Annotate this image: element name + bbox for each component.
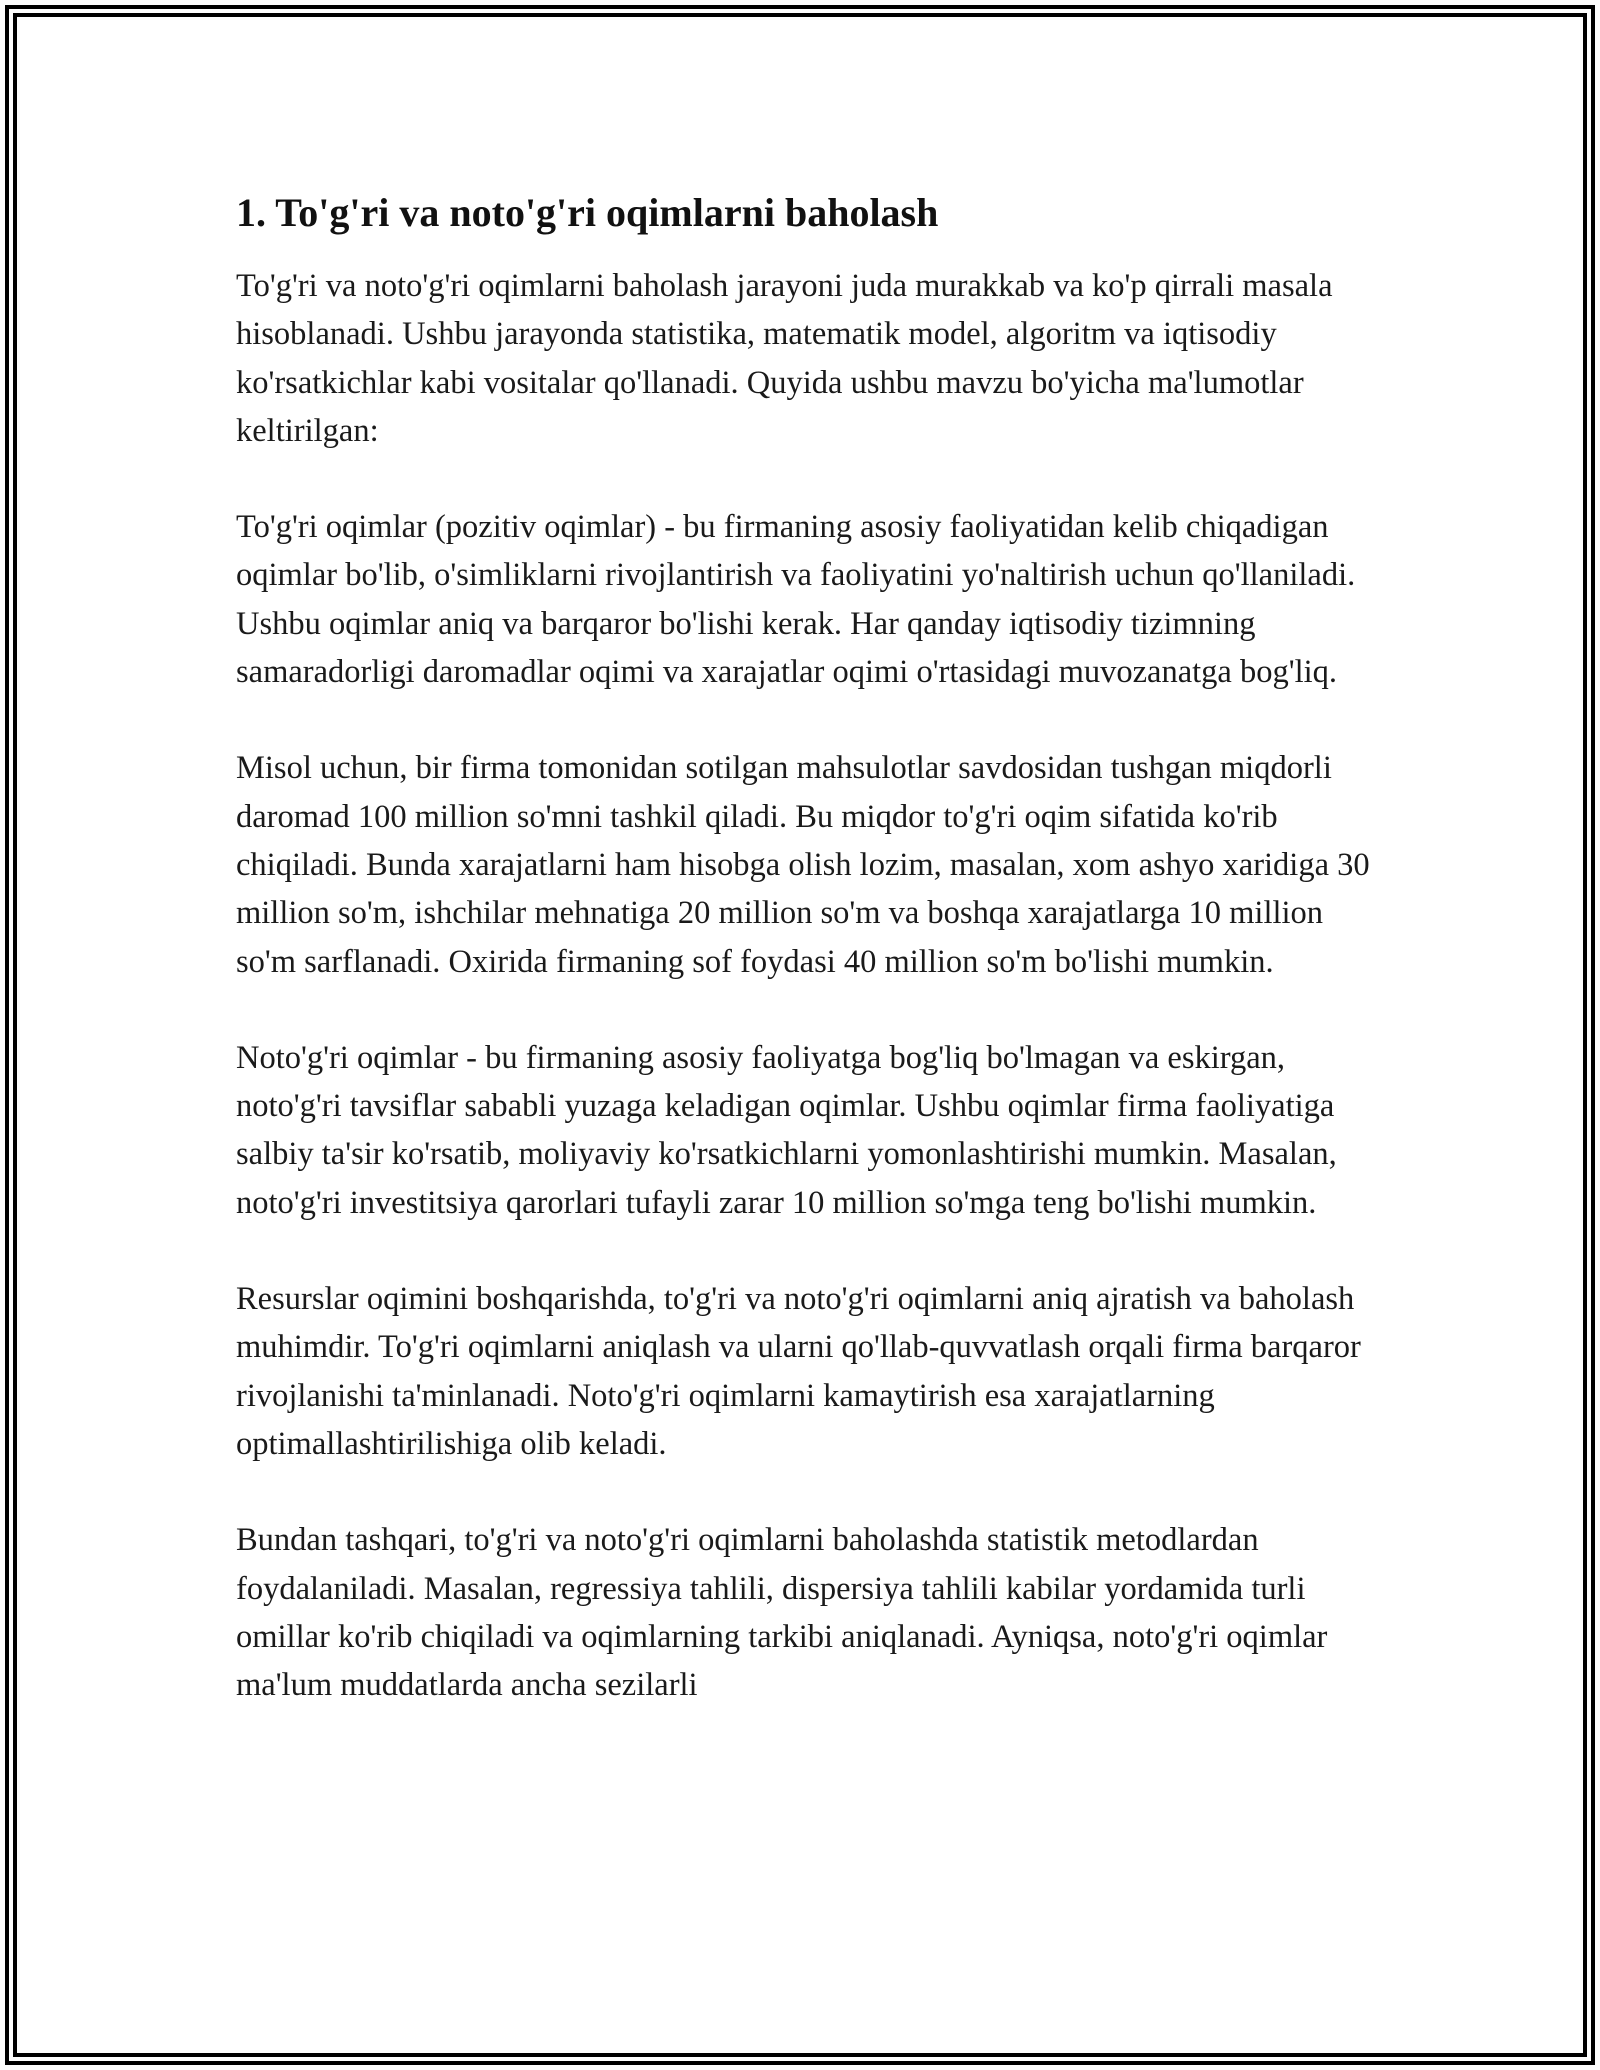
paragraph-resource-management: Resurslar oqimini boshqarishda, to'g'ri va noto'g'ri oqimlarni aniq ajratish va baholash muhimdir. To'g'ri oqimlarni aniqlash va ularni qo'llab-quvvatlash orqali firma barqaror rivojlanishi ta'minlanadi. Noto'g'ri oqimlarni kamaytirish esa xarajatlarning optimallashtirilishiga olib keladi. xyxy=(236,1281,1361,1462)
paragraph-intro: To'g'ri va noto'g'ri oqimlarni baholash jarayoni juda murakkab va ko'p qirrali masala hisoblanadi. Ushbu jarayonda statistika, matematik model, algoritm va iqtisodiy ko'rsatkichlar kabi vositalar qo'llanadi. Quyida ushbu mavzu bo'yicha ma'lumotlar keltirilgan: xyxy=(236,268,1333,449)
document-body xyxy=(236,184,1376,1757)
paragraph-positive-flows: To'g'ri oqimlar (pozitiv oqimlar) - bu firmaning asosiy faoliyatidan kelib chiqadigan oqimlar bo'lib, o'simliklarni rivojlantirish va faoliyatini yo'naltirish uchun qo'llaniladi. Ushbu oqimlar aniq va barqaror bo'lishi kerak. Har qanday iqtisodiy tizimning samaradorligi daromadlar oqimi va xarajatlar oqimi o'rtasidagi muvozanatga bog'liq. xyxy=(236,509,1356,691)
paragraph-statistical-methods: Bundan tashqari, to'g'ri va noto'g'ri oqimlarni baholashda statistik metodlardan foydalaniladi. Masalan, regressiya tahlili, dispersiya tahlili kabilar yordamida turli omillar ko'rib chiqiladi va oqimlarning tarkibi aniqlanadi. Ayniqsa, noto'g'ri oqimlar ma'lum muddatlarda ancha sezilarli xyxy=(236,1522,1328,1704)
section-heading: 1. To'g'ri va noto'g'ri oqimlarni baholash xyxy=(236,190,939,235)
paragraph-example: Misol uchun, bir firma tomonidan sotilgan mahsulotlar savdosidan tushgan miqdorli daromad 100 million so'mni tashkil qiladi. Bu miqdor to'g'ri oqim sifatida ko'rib chiqiladi. Bunda xarajatlarni ham hisobga olish lozim, masalan, xom ashyo xaridiga 30 million so'm, ishchilar mehnatiga 20 million so'm va boshqa xarajatlarga 10 million so'm sarflanadi. Oxirida firmaning sof foydasi 40 million so'm bo'lishi mumkin. xyxy=(236,750,1370,980)
paragraph-negative-flows: Noto'g'ri oqimlar - bu firmaning asosiy faoliyatga bog'liq bo'lmagan va eskirgan, noto'g'ri tavsiflar sababli yuzaga keladigan oqimlar. Ushbu oqimlar firma faoliyatiga salbiy ta'sir ko'rsatib, moliyaviy ko'rsatkichlarni yomonlashtirishi mumkin. Masalan, noto'g'ri investitsiya qarorlari tufayli zarar 10 million so'mga teng bo'lishi mumkin. xyxy=(236,1039,1337,1221)
